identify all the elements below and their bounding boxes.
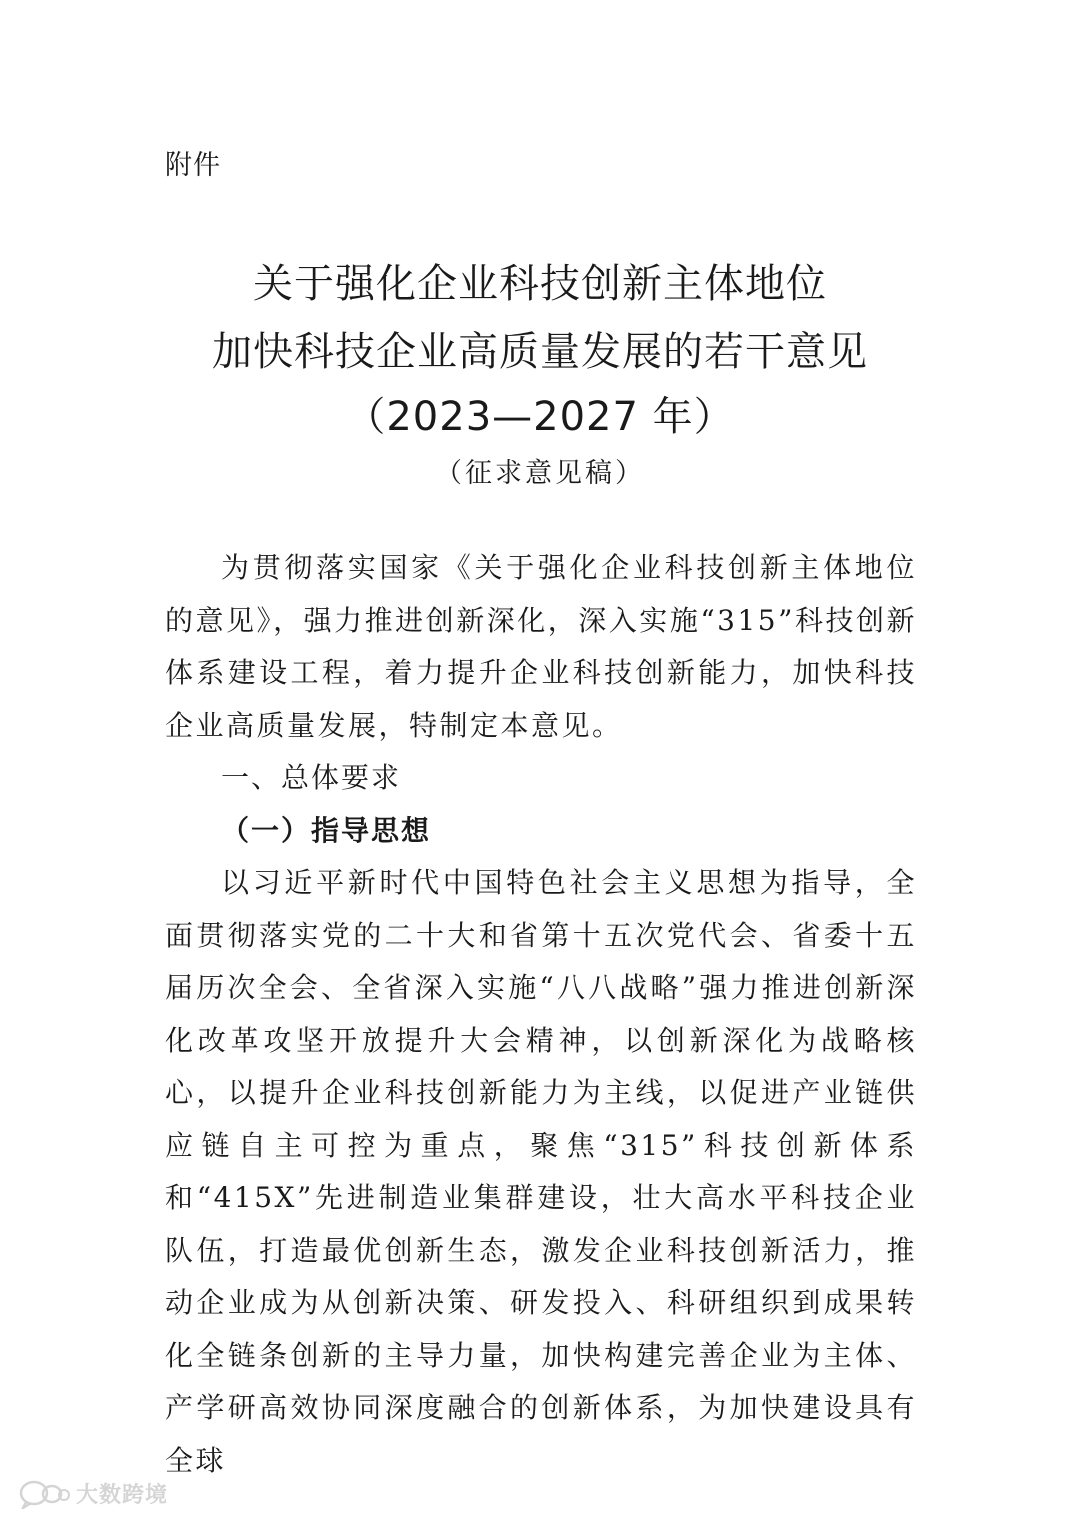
chat-bubble-logo-icon xyxy=(18,1479,70,1509)
title-line-3: （2023—2027 年） xyxy=(345,394,735,440)
draft-subtitle: （征求意见稿） xyxy=(435,458,645,489)
attachment-label: 附件 xyxy=(165,150,221,181)
intro-paragraph: 为贯彻落实国家《关于强化企业科技创新主体地位的意见》，强力推进创新深化，深入实施“315”科技创新体系建设工程，着力提升企业科技创新能力，加快科技企业高质量发展，特制定本意见。 xyxy=(165,551,917,742)
title-line-1: 关于强化企业科技创新主体地位 xyxy=(253,261,827,307)
guiding-ideology-paragraph: 以习近平新时代中国特色社会主义思想为指导，全面贯彻落实党的二十大和省第十五次党代会、省委十五届历次全会、全省深入实施“八八战略”强力推进创新深化改革攻坚开放提升大会精神，以创新深化为战略核心，以提升企业科技创新能力为主线，以促进产业链供应链自主可控为重点，聚焦“315”科技创新体系和“415X”先进制造业集群建设，壮大高水平科技企业队伍，打造最优创新生态，激发企业科技创新活力，推动企业成为从创新决策、研发投入、科研组织到成果转化全链条创新的主导力量，加快构建完善企业为主体、产学研高效协同深度融合的创新体系，为加快建设具有全球 xyxy=(165,866,917,1477)
document-body xyxy=(165,542,917,1487)
watermark-text: 大数跨境 xyxy=(76,1483,169,1508)
watermark xyxy=(18,1478,168,1509)
title-line-2: 加快科技企业高质量发展的若干意见 xyxy=(212,329,868,375)
section-heading: 一、总体要求 xyxy=(221,761,402,794)
subsection-heading: （一）指导思想 xyxy=(221,813,432,847)
